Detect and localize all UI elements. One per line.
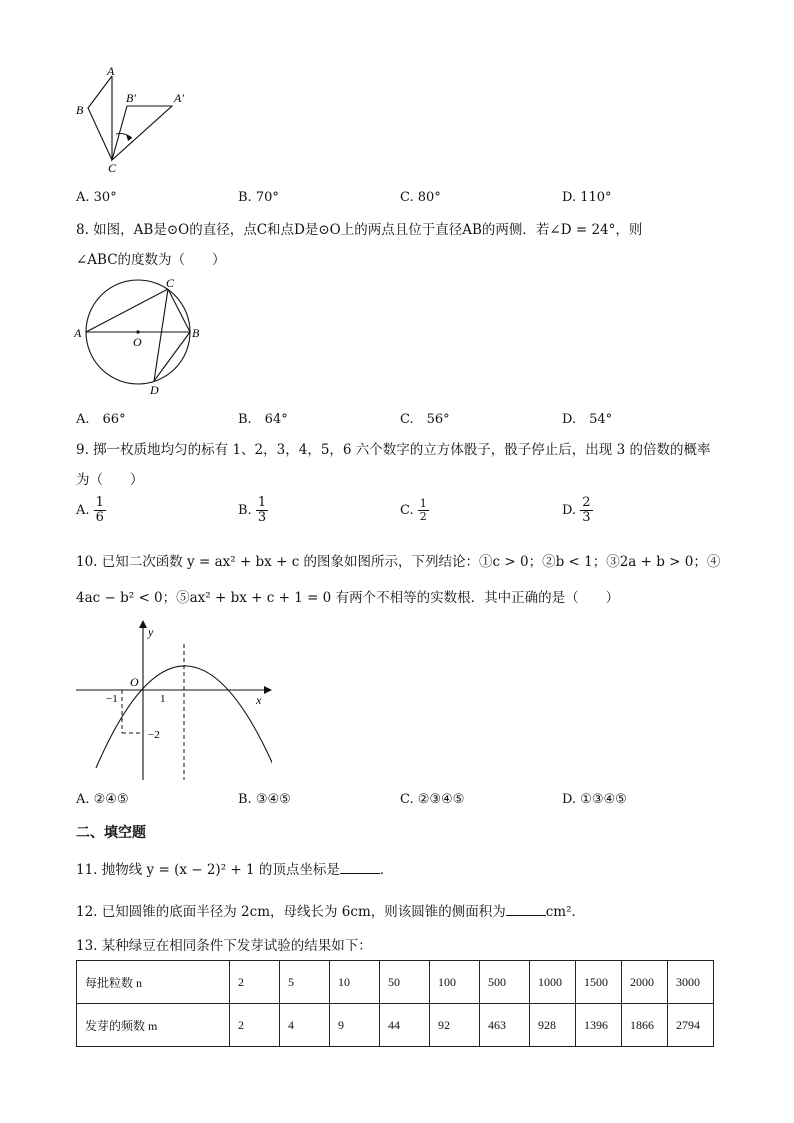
table-cell: 1866 <box>622 1004 668 1047</box>
q8-option-b[interactable]: B. 64° <box>238 412 288 427</box>
numerator: 1 <box>419 497 427 510</box>
table-cell: 5 <box>280 961 330 1004</box>
table-row <box>77 1004 714 1047</box>
q12-text: 12. 已知圆锥的底面半径为 2cm，母线长为 6cm，则该圆锥的侧面积为 <box>76 904 506 920</box>
fraction <box>418 498 429 523</box>
denominator: 3 <box>257 510 267 525</box>
label-B: B <box>192 326 200 340</box>
fraction <box>256 496 268 525</box>
q12-end: cm²． <box>545 904 586 920</box>
label-B-prime: B′ <box>126 91 136 105</box>
figure-q7-rotation <box>70 62 200 174</box>
q9-stem-line2: 为（ ） <box>76 472 144 488</box>
q9-option-d[interactable] <box>562 496 593 525</box>
table-cell: 100 <box>430 961 480 1004</box>
option-letter: D. <box>562 503 577 518</box>
q11-stem <box>76 860 393 880</box>
q10-option-a[interactable]: A. ②④⑤ <box>76 792 129 807</box>
q7-option-b[interactable]: B. 70° <box>238 190 279 205</box>
label-D: D <box>150 383 159 397</box>
q7-option-c[interactable]: C. 80° <box>400 190 441 205</box>
germination-table <box>76 960 714 1047</box>
q12-stem <box>76 902 585 922</box>
axis-label-y: y <box>148 625 154 639</box>
tick-label-1: 1 <box>160 693 166 705</box>
row-header: 发芽的频数 m <box>77 1004 230 1047</box>
tick-label-neg1: −1 <box>106 693 118 705</box>
label-A-prime: A′ <box>174 91 184 105</box>
table-cell: 2794 <box>668 1004 714 1047</box>
table-cell: 2000 <box>622 961 668 1004</box>
q8-stem-line1: 8. 如图，AB是⊙O的直径，点C和点D是⊙O上的两点且位于直径AB的两侧．若∠D = 24°，则 <box>76 222 643 238</box>
tick-label-neg2: −2 <box>148 729 160 741</box>
label-C: C <box>166 276 175 290</box>
table-cell: 44 <box>380 1004 430 1047</box>
q9-option-b[interactable] <box>238 496 268 525</box>
q9-option-a[interactable] <box>76 496 106 525</box>
fraction <box>580 496 592 525</box>
figure-q8-circle <box>72 274 212 400</box>
q8-option-c[interactable]: C. 56° <box>400 412 450 427</box>
table-cell: 3000 <box>668 961 714 1004</box>
q11-answer-blank[interactable] <box>340 861 380 874</box>
table-cell: 92 <box>430 1004 480 1047</box>
denominator: 2 <box>419 510 427 523</box>
q10-stem-line2: 4ac − b² < 0；⑤ax² + bx + c + 1 = 0 有两个不相等的实数根．其中正确的是（ ） <box>76 590 620 606</box>
q10-option-c[interactable]: C. ②③④⑤ <box>400 792 465 807</box>
table-cell: 2 <box>230 961 280 1004</box>
numerator: 1 <box>257 495 267 510</box>
q7-option-a[interactable]: A. 30° <box>76 190 117 205</box>
table-cell: 10 <box>330 961 380 1004</box>
table-cell: 1000 <box>530 961 576 1004</box>
denominator: 3 <box>582 510 591 525</box>
denominator: 6 <box>95 510 104 525</box>
q8-option-a[interactable]: A. 66° <box>76 412 126 427</box>
option-letter: C. <box>400 503 414 518</box>
numerator: 1 <box>95 495 104 510</box>
origin-label: O <box>130 675 139 689</box>
table-cell: 1500 <box>576 961 622 1004</box>
q11-text: 11. 抛物线 y = (x − 2)² + 1 的顶点坐标是 <box>76 862 340 878</box>
section-heading-fill-in: 二、填空题 <box>76 825 146 841</box>
q8-option-d[interactable]: D. 54° <box>562 412 613 427</box>
table-cell: 9 <box>330 1004 380 1047</box>
row-header: 每批粒数 n <box>77 961 230 1004</box>
table-cell: 928 <box>530 1004 576 1047</box>
q11-end: ． <box>379 862 394 878</box>
figure-q10-parabola <box>72 620 272 784</box>
label-A: A <box>107 64 115 78</box>
table-cell: 2 <box>230 1004 280 1047</box>
label-B: B <box>76 103 84 117</box>
option-letter: B. <box>238 503 252 518</box>
label-O: O <box>133 335 142 349</box>
table-cell: 500 <box>480 961 530 1004</box>
option-letter: A. <box>76 503 90 518</box>
q12-answer-blank[interactable] <box>506 903 546 916</box>
table-cell: 4 <box>280 1004 330 1047</box>
q9-option-c[interactable] <box>400 498 429 523</box>
fraction <box>94 496 106 525</box>
label-A: A <box>74 326 82 340</box>
axis-label-x: x <box>256 693 262 707</box>
table-cell: 463 <box>480 1004 530 1047</box>
q7-option-d[interactable]: D. 110° <box>562 190 612 205</box>
q10-option-b[interactable]: B. ③④⑤ <box>238 792 291 807</box>
q8-stem-line2: ∠ABC的度数为（ ） <box>76 252 226 268</box>
table-row <box>77 961 714 1004</box>
label-C: C <box>108 161 117 174</box>
q10-option-d[interactable]: D. ①③④⑤ <box>562 792 627 807</box>
q9-stem-line1: 9. 掷一枚质地均匀的标有 1、2，3，4，5，6 六个数字的立方体骰子，骰子停止后，出现 3 的倍数的概率 <box>76 442 711 458</box>
q10-stem-line1: 10. 已知二次函数 y = ax² + bx + c 的图象如图所示，下列结论：①c > 0；②b < 1；③2a + b > 0；④ <box>76 554 721 570</box>
table-cell: 1396 <box>576 1004 622 1047</box>
numerator: 2 <box>582 495 591 510</box>
table-cell: 50 <box>380 961 430 1004</box>
q13-stem: 13. 某种绿豆在相同条件下发芽试验的结果如下： <box>76 938 372 954</box>
